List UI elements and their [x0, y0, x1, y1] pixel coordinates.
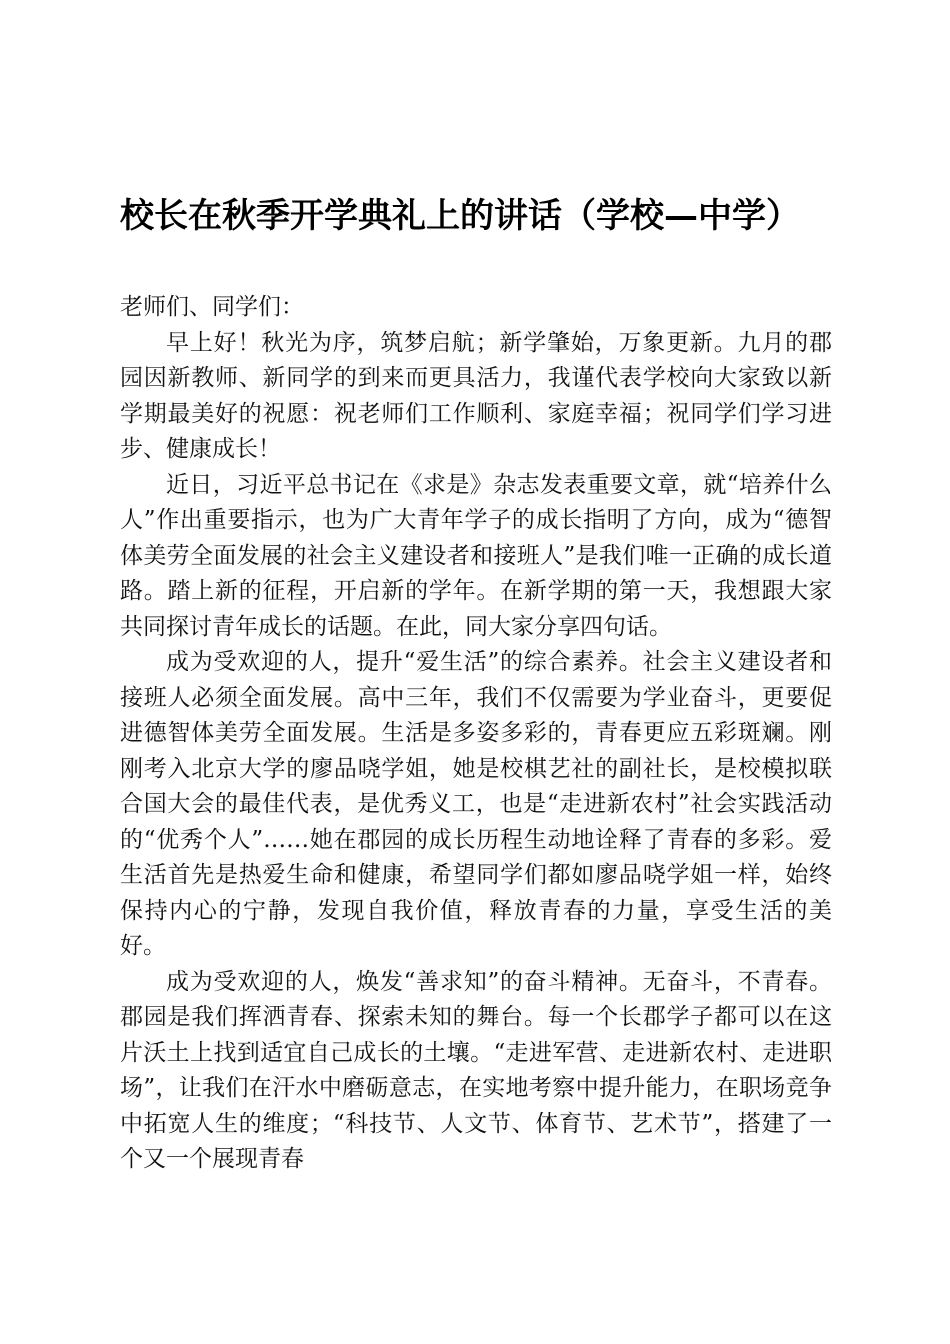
document-title: 校长在秋季开学典礼上的讲话（学校—中学）	[120, 196, 800, 236]
salutation: 老师们、同学们：	[120, 294, 304, 320]
paragraph-introduction: 近日，习近平总书记在《求是》杂志发表重要文章，就“培养什么人”作出重要指示，也为广大青年学子的成长指明了方向，成为“德智体美劳全面发展的社会主义建设者和接班人”是我们唯一正确的成长道路。踏上新的征程，开启新的学年。在新学期的第一天，我想跟大家共同探讨青年成长的话题。在此，同大家分享四句话。	[120, 471, 832, 640]
paragraph-seek-knowledge: 成为受欢迎的人，焕发“善求知”的奋斗精神。无奋斗，不青春。郡园是我们挥洒青春、探索未知的舞台。每一个长郡学子都可以在这片沃土上找到适宜自己成长的土壤。“走进军营、走进新农村、走进职场”，让我们在汗水中磨砺意志，在实地考察中提升能力，在职场竞争中拓宽人生的维度；“科技节、人文节、体育节、艺术节”，搭建了一个又一个展现青春	[120, 968, 832, 1172]
paragraph-greeting: 早上好！秋光为序，筑梦启航；新学肇始，万象更新。九月的郡园因新教师、新同学的到来而更具活力，我谨代表学校向大家致以新学期最美好的祝愿：祝老师们工作顺利、家庭幸福；祝同学们学习进步、健康成长！	[120, 329, 832, 462]
paragraph-love-life: 成为受欢迎的人，提升“爱生活”的综合素养。社会主义建设者和接班人必须全面发展。高中三年，我们不仅需要为学业奋斗，更要促进德智体美劳全面发展。生活是多姿多彩的，青春更应五彩斑斓。刚刚考入北京大学的廖品哓学姐，她是校棋艺社的副社长，是校模拟联合国大会的最佳代表，是优秀义工，也是“走进新农村”社会实践活动的“优秀个人”……她在郡园的成长历程生动地诠释了青春的多彩。爱生活首先是热爱生命和健康，希望同学们都如廖品哓学姐一样，始终保持内心的宁静，发现自我价值，释放青春的力量，享受生活的美好。	[120, 649, 832, 959]
document-body	[120, 290, 832, 1178]
